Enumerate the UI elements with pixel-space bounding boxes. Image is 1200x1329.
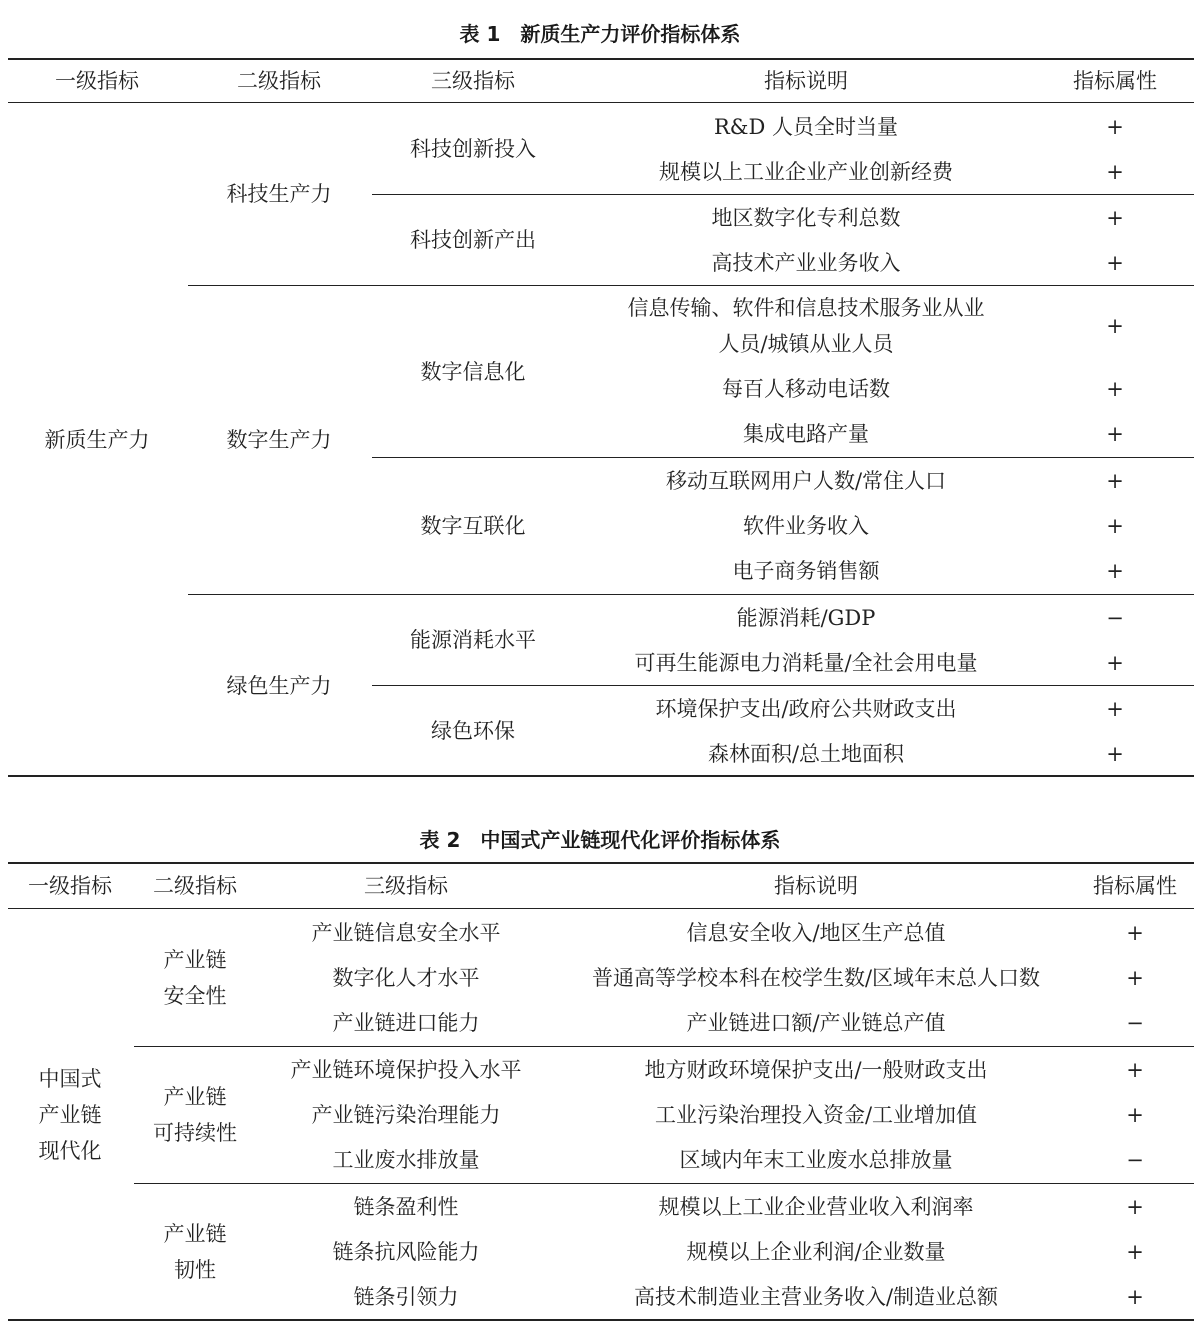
table1-header-level2: 二级指标 (237, 69, 321, 93)
table2-level1-line: 现代化 (38, 1138, 102, 1163)
table2-row-description: 地方财政环境保护支出/一般财政支出 (644, 1057, 988, 1082)
table1-row-description: 软件业务收入 (743, 513, 869, 538)
table2-caption: 表 2 中国式产业链现代化评价指标体系 (419, 828, 781, 852)
table2-row-attribute: + (1126, 1239, 1144, 1264)
table1-row-description: 地区数字化专利总数 (711, 205, 901, 230)
table2-row-level3: 链条盈利性 (353, 1194, 459, 1219)
table2-level2-resilience (134, 1184, 256, 1319)
table2-header-level3: 三级指标 (364, 874, 448, 898)
table1-level3-cell: 科技创新投入 (410, 137, 536, 161)
table1-row-attribute: + (1106, 558, 1124, 583)
table1-level2-tech: 科技生产力 (226, 182, 332, 206)
table1-level2-green: 绿色生产力 (226, 673, 332, 698)
table1-header-level3: 三级指标 (431, 69, 515, 93)
table1-row-attribute: + (1106, 250, 1124, 275)
table2-level1-cell (8, 910, 132, 1319)
table2-row-level3: 链条抗风险能力 (332, 1239, 480, 1264)
table1-row-attribute: + (1106, 696, 1124, 721)
table1-row-description: 电子商务销售额 (732, 558, 880, 583)
table1-level3-cell: 数字信息化 (420, 359, 526, 384)
table1-header-attribute: 指标属性 (1073, 69, 1157, 93)
table2-level2-line: 产业链 (163, 1085, 227, 1109)
table1-level3-cell: 数字互联化 (420, 514, 526, 538)
table2-header-description: 指标说明 (774, 874, 858, 898)
table1-header-description: 指标说明 (764, 69, 848, 93)
table1-level3-cell: 能源消耗水平 (410, 628, 536, 652)
table2-row-description: 高技术制造业主营业务收入/制造业总额 (633, 1284, 999, 1309)
table2-header-attribute: 指标属性 (1093, 874, 1177, 898)
table1-row-attribute: + (1106, 159, 1124, 184)
table1-row-description: 能源消耗/GDP (736, 605, 876, 630)
table2-row-description: 规模以上企业利润/企业数量 (686, 1239, 946, 1264)
table1-row-description: 每百人移动电话数 (722, 376, 890, 401)
table2-level2-line: 安全性 (163, 984, 227, 1008)
table1-level1-cell: 新质生产力 (44, 428, 150, 452)
table2-header-level1: 一级指标 (28, 874, 112, 898)
table1-row-attribute: + (1106, 650, 1124, 675)
table2-level2-line: 可持续性 (153, 1121, 237, 1145)
table1-row-description: 环境保护支出/政府公共财政支出 (655, 696, 957, 721)
table2-row-level3: 产业链信息安全水平 (311, 920, 501, 945)
table2-row-description: 区域内年末工业废水总排放量 (679, 1148, 953, 1172)
table1-header-rule (8, 102, 1194, 103)
table2-row-attribute: + (1126, 1102, 1144, 1127)
table1-bottom-rule (8, 775, 1194, 777)
table2-level2-line: 产业链 (163, 1221, 227, 1246)
table1-header-level1: 一级指标 (55, 69, 139, 93)
table1-row-description: R&D 人员全时当量 (713, 114, 899, 139)
table2-level2-line: 韧性 (174, 1257, 216, 1282)
table2-row-level3: 产业链污染治理能力 (311, 1102, 501, 1127)
table2-row-level3: 链条引领力 (353, 1284, 459, 1309)
table2-row-attribute: + (1126, 920, 1144, 945)
table1-row-attribute: + (1106, 468, 1124, 493)
table2-row-description: 规模以上工业企业营业收入利润率 (658, 1194, 974, 1219)
table2-level1-line: 产业链 (38, 1102, 102, 1127)
table2-row-attribute: + (1126, 1057, 1144, 1082)
table1-row-attribute: + (1106, 741, 1124, 766)
table2-row-attribute: + (1126, 965, 1144, 990)
table2-header-level2: 二级指标 (153, 874, 237, 898)
table2-bottom-rule (8, 1319, 1194, 1321)
table2-level1-line: 中国式 (38, 1066, 102, 1091)
table2-row-level3: 产业链环境保护投入水平 (290, 1057, 522, 1082)
table2-level2-security (134, 910, 256, 1046)
table2-row-description: 信息安全收入/地区生产总值 (686, 920, 946, 945)
table2-row-level3: 工业废水排放量 (332, 1148, 480, 1172)
table1-row-description-multiline (576, 288, 1036, 364)
table1-row-description: 移动互联网用户人数/常住人口 (665, 468, 947, 493)
table2-row-attribute: + (1126, 1284, 1144, 1309)
table2-row-level3: 产业链进口能力 (332, 1011, 480, 1035)
table2-row-attribute: + (1126, 1194, 1144, 1219)
table1-row-description-line1: 信息传输、软件和信息技术服务业从业 (627, 296, 985, 320)
table2-header-rule (8, 908, 1194, 909)
table1-row-attribute: + (1106, 114, 1124, 139)
table2-row-description: 普通高等学校本科在校学生数/区域年末总人口数 (591, 965, 1041, 990)
table2-level2-line: 产业链 (163, 948, 227, 972)
table1-row-attribute: + (1106, 421, 1124, 446)
table1-row-attribute: + (1106, 314, 1124, 338)
table1-group-rule (188, 285, 1194, 286)
table1-row-attribute: + (1106, 205, 1124, 230)
table1-caption: 表 1 新质生产力评价指标体系 (459, 22, 741, 46)
table1-row-attribute: + (1106, 376, 1124, 401)
table1-row-description: 集成电路产量 (743, 421, 869, 446)
table1-level3-cell: 科技创新产出 (410, 228, 536, 252)
table1-row-description: 规模以上工业企业产业创新经费 (659, 159, 953, 184)
table2-row-description: 产业链进口额/产业链总产值 (686, 1011, 946, 1035)
table1-row-description: 高技术产业业务收入 (711, 250, 901, 275)
table1-level3-cell: 绿色环保 (431, 719, 515, 743)
table2-row-description: 工业污染治理投入资金/工业增加值 (654, 1102, 978, 1127)
table1-row-description-line2: 人员/城镇从业人员 (718, 332, 894, 356)
table2-row-level3: 数字化人才水平 (332, 965, 480, 990)
table1-row-description: 森林面积/总土地面积 (707, 741, 905, 766)
table2-row-attribute: − (1126, 1011, 1144, 1035)
table1-row-attribute: − (1106, 605, 1124, 630)
table2-level2-sustainability (134, 1047, 256, 1183)
table1-row-attribute: + (1106, 513, 1124, 538)
table1-row-description: 可再生能源电力消耗量/全社会用电量 (634, 650, 978, 675)
table1-level2-digital: 数字生产力 (226, 428, 332, 452)
table2-row-attribute: − (1126, 1148, 1144, 1172)
